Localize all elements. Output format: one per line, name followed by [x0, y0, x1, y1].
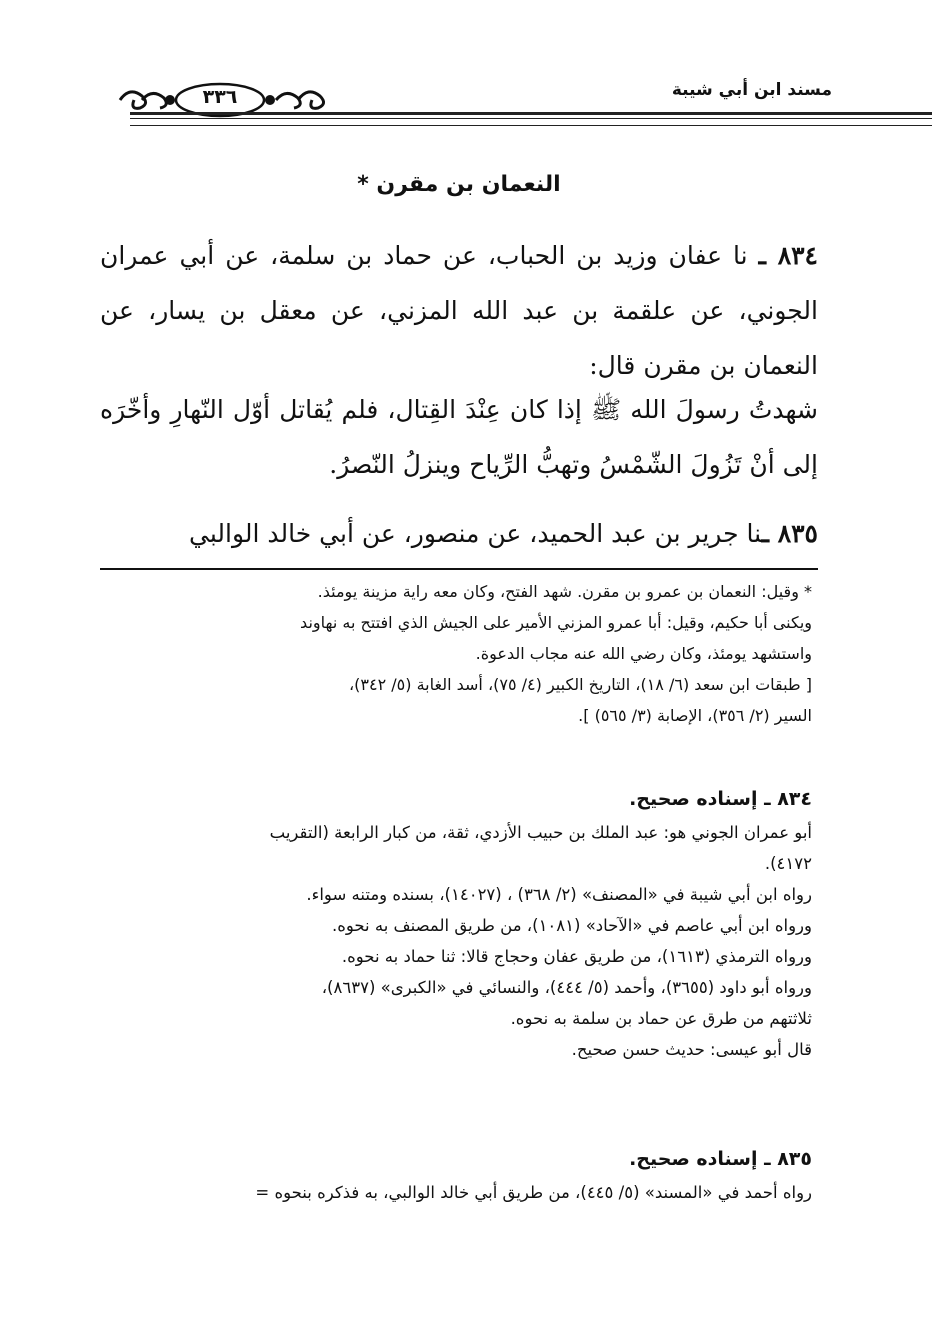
commentary-heading: ٨٣٤ ـ إسناده صحيح.	[629, 788, 812, 810]
footnote-line: [ طبقات ابن سعد (٦/ ١٨)، التاريخ الكبير (٤/ ٧٥)، أسد الغابة (٥/ ٣٤٢)،	[348, 675, 812, 694]
footnote-line: السير (٢/ ٣٥٦)، الإصابة (٣/ ٥٦٥) ].	[578, 706, 812, 725]
hadith-834-matn	[100, 382, 818, 492]
commentary-line: رواه ابن أبي شيبة في «المصنف» (٢/ ٣٦٨) ، (١٤٠٢٧)، بسنده ومتنه سواء.	[306, 885, 812, 904]
commentary-835	[100, 1144, 812, 1208]
hadith-number: ٨٣٥ ـ	[761, 519, 818, 548]
commentary-line: ثلاثتهم من طرق عن حماد بن سلمة به نحوه.	[510, 1009, 812, 1028]
commentary-line: ٤١٧٢).	[764, 854, 812, 873]
commentary-line: قال أبو عيسى: حديث حسن صحيح.	[571, 1040, 812, 1059]
hadith-matn: شهدتُ رسولَ الله ﷺ إذا كان عِنْدَ القِتال، فلم يُقاتل أوّل النّهارِ وأخّرَه إلى أنْ تَزُولَ الشّمْسُ وتهبُّ الرِّياح وينزلُ النّصرُ.	[100, 395, 818, 479]
footnote-divider	[100, 568, 818, 570]
hadith-835	[100, 506, 818, 561]
commentary-heading: ٨٣٥ ـ إسناده صحيح.	[629, 1148, 812, 1170]
hadith-isnad: نا عفان وزيد بن الحباب، عن حماد بن سلمة، عن أبي عمران الجوني، عن علقمة بن عبد الله المزني، عن معقل بن يسار، عن النعمان بن مقرن قال:	[100, 241, 818, 380]
commentary-line: ورواه الترمذي (١٦١٣)، من طريق عفان وحجاج قالا: ثنا حماد به نحوه.	[341, 947, 812, 966]
footnote-line: ويكنى أبا حكيم، وقيل: أبا عمرو المزني الأمير على الجيش الذي افتتح به نهاوند	[300, 613, 812, 632]
running-title: مسند ابن أبي شيبة	[671, 80, 832, 100]
commentary-line: أبو عمران الجوني هو: عبد الملك بن حبيب الأزدي، ثقة، من كبار الرابعة (التقريب	[269, 823, 812, 842]
page-number: ٣٣٦	[202, 86, 238, 108]
hadith-number: ٨٣٤ ـ	[758, 241, 818, 270]
commentary-line: ورواه أبو داود (٣٦٥٥)، وأحمد (٥/ ٤٤٤)، والنسائي في «الكبرى» (٨٦٣٧)،	[321, 978, 812, 997]
header-rule	[130, 112, 932, 126]
commentary-line: ورواه ابن أبي عاصم في «الآحاد» (١٠٨١)، من طريق المصنف به نحوه.	[331, 916, 812, 935]
hadith-834	[100, 228, 818, 393]
section-heading: النعمان بن مقرن *	[357, 172, 561, 197]
commentary-834	[100, 784, 812, 1065]
biography-footnote	[100, 576, 812, 731]
footnote-line: واستشهد يومئذ، وكان رضي الله عنه مجاب الدعوة.	[475, 644, 812, 663]
hadith-isnad: نا جرير بن عبد الحميد، عن منصور، عن أبي خالد الوالبي	[189, 519, 762, 548]
commentary-line: رواه أحمد في «المسند» (٥/ ٤٤٥)، من طريق أبي خالد الوالبي، به فذكره بنحوه =	[255, 1183, 812, 1202]
footnote-line: * وقيل: النعمان بن عمرو بن مقرن. شهد الفتح، وكان معه راية مزينة يومئذ.	[317, 582, 812, 601]
